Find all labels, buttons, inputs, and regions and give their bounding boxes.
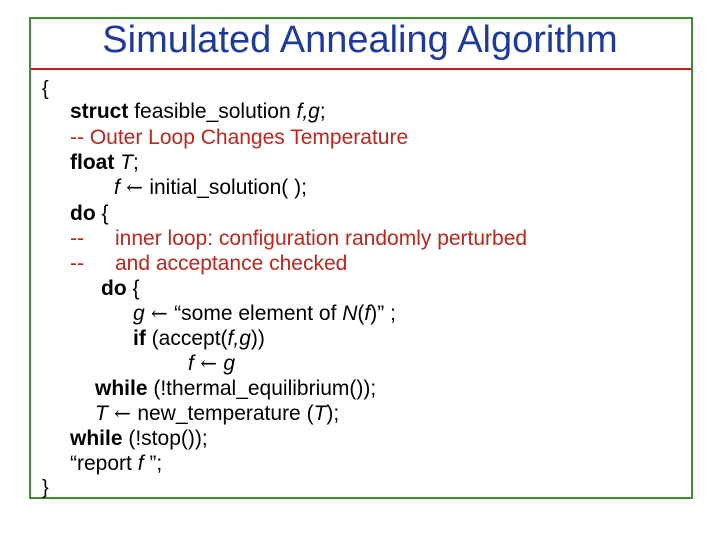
do-brace: {	[126, 277, 140, 300]
comment-acceptance-text: and acceptance checked	[115, 252, 348, 275]
var-f: f	[114, 176, 120, 199]
while-outer-cond: (!stop());	[122, 427, 208, 450]
arrow-icon: ←	[119, 175, 150, 199]
struct-end: ;	[319, 100, 326, 123]
slide-title: Simulated Annealing Algorithm	[102, 19, 618, 61]
keyword-do: do	[70, 202, 96, 225]
struct-vars: f,g	[296, 100, 320, 123]
var-g: g	[133, 302, 145, 325]
float-end: ;	[133, 151, 139, 174]
neighbor-post: )” ;	[370, 302, 396, 325]
arrow-icon: ←	[144, 301, 175, 325]
code-line-assign	[188, 353, 235, 374]
code-line-struct	[70, 101, 326, 122]
var-T: T	[313, 402, 327, 425]
comment-inner-loop	[70, 227, 528, 250]
temp-post: );	[326, 402, 340, 425]
if-pre: (accept(	[145, 327, 228, 350]
var-T: T	[120, 151, 133, 174]
code-line-while-outer	[70, 428, 208, 449]
keyword-struct: struct	[70, 100, 129, 123]
open-brace: {	[42, 78, 49, 100]
code-line-temperature	[95, 403, 339, 424]
var-N: N	[342, 302, 358, 325]
var-g: g	[223, 352, 236, 375]
code-line-neighbor	[133, 303, 396, 324]
var-f: f	[137, 452, 144, 475]
neighbor-pre: “some element of	[174, 302, 343, 325]
code-line-init	[114, 177, 307, 198]
init-call: initial_solution( );	[149, 176, 307, 199]
keyword-while: while	[70, 427, 123, 450]
do-brace: {	[95, 202, 109, 225]
struct-type: feasible_solution	[128, 100, 297, 123]
code-line-if	[133, 328, 265, 349]
comment-outer-loop: -- Outer Loop Changes Temperature	[70, 126, 409, 149]
report-post: ”;	[143, 452, 163, 475]
code-line-while-inner	[95, 378, 376, 399]
report-pre: “report	[70, 452, 138, 475]
title-underline	[31, 68, 691, 70]
keyword-float: float	[70, 151, 115, 174]
close-brace: }	[42, 477, 49, 499]
keyword-while: while	[95, 377, 148, 400]
paren-open: (	[357, 302, 365, 325]
comment-dash: --	[70, 252, 84, 275]
keyword-if: if	[133, 327, 146, 350]
while-inner-cond: (!thermal_equilibrium());	[147, 377, 377, 400]
code-line-report	[70, 453, 162, 474]
keyword-do: do	[101, 277, 127, 300]
if-vars: f,g	[227, 327, 251, 350]
arrow-icon: ←	[107, 401, 138, 425]
arrow-icon: ←	[193, 351, 224, 375]
var-f: f	[188, 352, 194, 375]
code-line-float	[70, 152, 139, 173]
comment-dash: --	[70, 227, 84, 250]
temp-pre: new_temperature (	[137, 402, 314, 425]
code-line-do-inner	[101, 278, 140, 299]
if-post: ))	[250, 327, 265, 350]
comment-inner-text: inner loop: configuration randomly perturbed	[115, 227, 528, 250]
var-T: T	[95, 402, 108, 425]
code-line-do-outer	[70, 203, 109, 224]
comment-acceptance	[70, 252, 348, 275]
var-f: f	[364, 302, 371, 325]
